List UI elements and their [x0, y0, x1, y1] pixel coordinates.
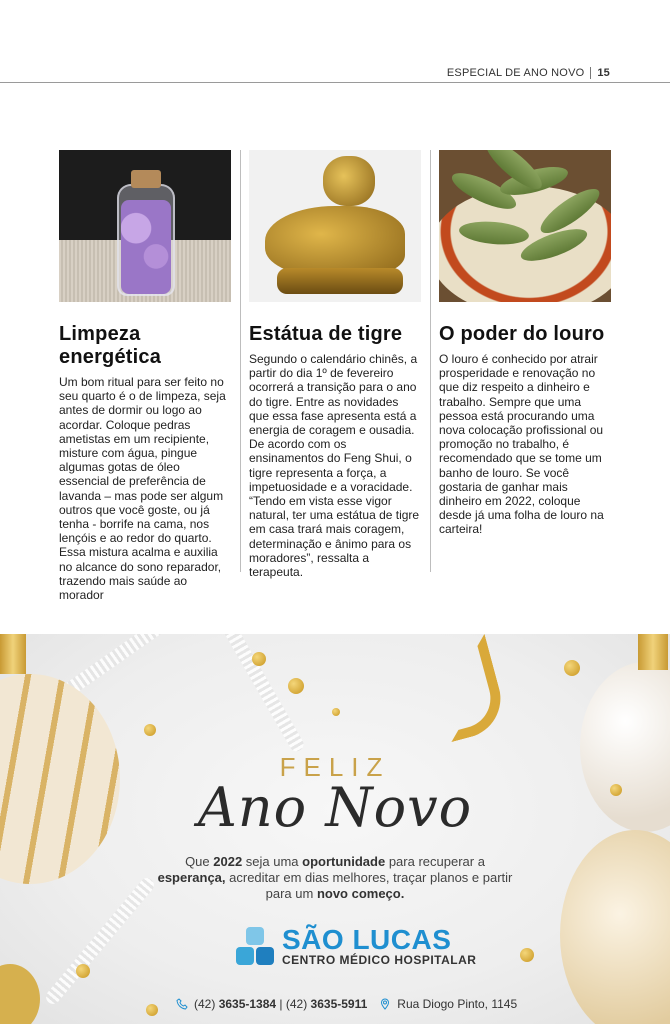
column-divider [240, 150, 241, 572]
gold-confetti-icon [564, 660, 580, 676]
location-pin-icon [379, 998, 391, 1010]
page-number: 15 [597, 67, 610, 79]
header-divider [590, 67, 591, 79]
brand-subtitle: CENTRO MÉDICO HOSPITALAR [282, 953, 477, 967]
address: Rua Diogo Pinto, 1145 [397, 997, 518, 1011]
ad-slogan: Que 2022 seja uma oportunidade para recuperar a esperança, acreditar em dias melhores, traçar planos e partir para um novo começo. [157, 854, 513, 901]
gold-confetti-icon [288, 678, 304, 694]
amethyst-jar-photo [59, 150, 231, 302]
contact-line: (42) 3635-1384 | (42) 3635-5911 Rua Diogo Pinto, 1145 [176, 997, 517, 1011]
pine-branch-decoration [43, 875, 157, 1007]
greeting-feliz: FELIZ [279, 752, 391, 782]
gold-confetti-icon [76, 964, 90, 978]
page-header [447, 67, 610, 79]
sao-lucas-logo [236, 926, 476, 967]
article-column-louro [439, 150, 611, 537]
medical-cross-logo-icon [236, 927, 276, 967]
article-body: O louro é conhecido por atrair prosperidade e renovação no que diz respeito a dinheiro e trabalho. Sempre que uma pessoa está procurando uma nova colocação profissional ou promoção no trabalho, é recomendado que se tome um banho de louro. Se você gostaria de ganhar mais dinheiro em 2022, coloque desde já uma folha de louro na carteira! [439, 352, 604, 537]
section-label: ESPECIAL DE ANO NOVO [446, 67, 585, 79]
article-body: Segundo o calendário chinês, a partir do dia 1º de fevereiro ocorrerá a transição para o ano do tigre. Entre as novidades que essa fase apresenta está a energia de coragem e ousadia. De acordo com os ensinamentos do Feng Shui, o tigre representa a força, a impetuosidade e a voracidade. “Tendo em vista esse vigor natural, ter uma estátua de tigre em casa trará mais coragem, determinação e ânimo para os moradores”, ressalta a terapeuta. [249, 352, 420, 580]
ornament-cap-icon [638, 634, 668, 670]
gold-confetti-icon [146, 1004, 158, 1016]
article-body: Um bom ritual para ser feito no seu quarto é o de limpeza, seja antes de dormir ou logo ao acordar. Coloque pedras ametistas em um recipiente, misture com água, pingue algumas gotas de óleo essencial de preferência de lavanda – mas pode ser algum outros que você goste, ou já tenha - borrife na cama, nos lençóis e ao redor do quarto. Essa mistura acalma e auxilia no alcance do sono reparador, trazendo mais saúde ao morador [59, 375, 226, 603]
article-title: O poder do louro [439, 323, 605, 345]
cream-ornament-icon [560, 830, 670, 1024]
bay-leaves-bowl-photo [439, 150, 611, 302]
article-title: Limpeza energética [59, 323, 162, 368]
brand-name: SÃO LUCAS [282, 924, 452, 955]
header-rule [0, 82, 670, 83]
gold-ribbon-icon [427, 634, 510, 742]
gold-confetti-icon [252, 652, 266, 666]
gold-confetti-icon [520, 948, 534, 962]
gold-confetti-icon [144, 724, 156, 736]
ornament-cap-icon [0, 634, 26, 674]
column-divider [430, 150, 431, 572]
article-column-limpeza [59, 150, 231, 602]
article-title: Estátua de tigre [249, 323, 403, 345]
gold-confetti-icon [332, 708, 340, 716]
greeting-ano-novo: Ano Novo [197, 776, 473, 839]
gold-ornament-icon [0, 964, 40, 1024]
article-column-tigre [249, 150, 421, 579]
golden-tiger-statue-photo [249, 150, 421, 302]
phone-icon [176, 998, 188, 1010]
